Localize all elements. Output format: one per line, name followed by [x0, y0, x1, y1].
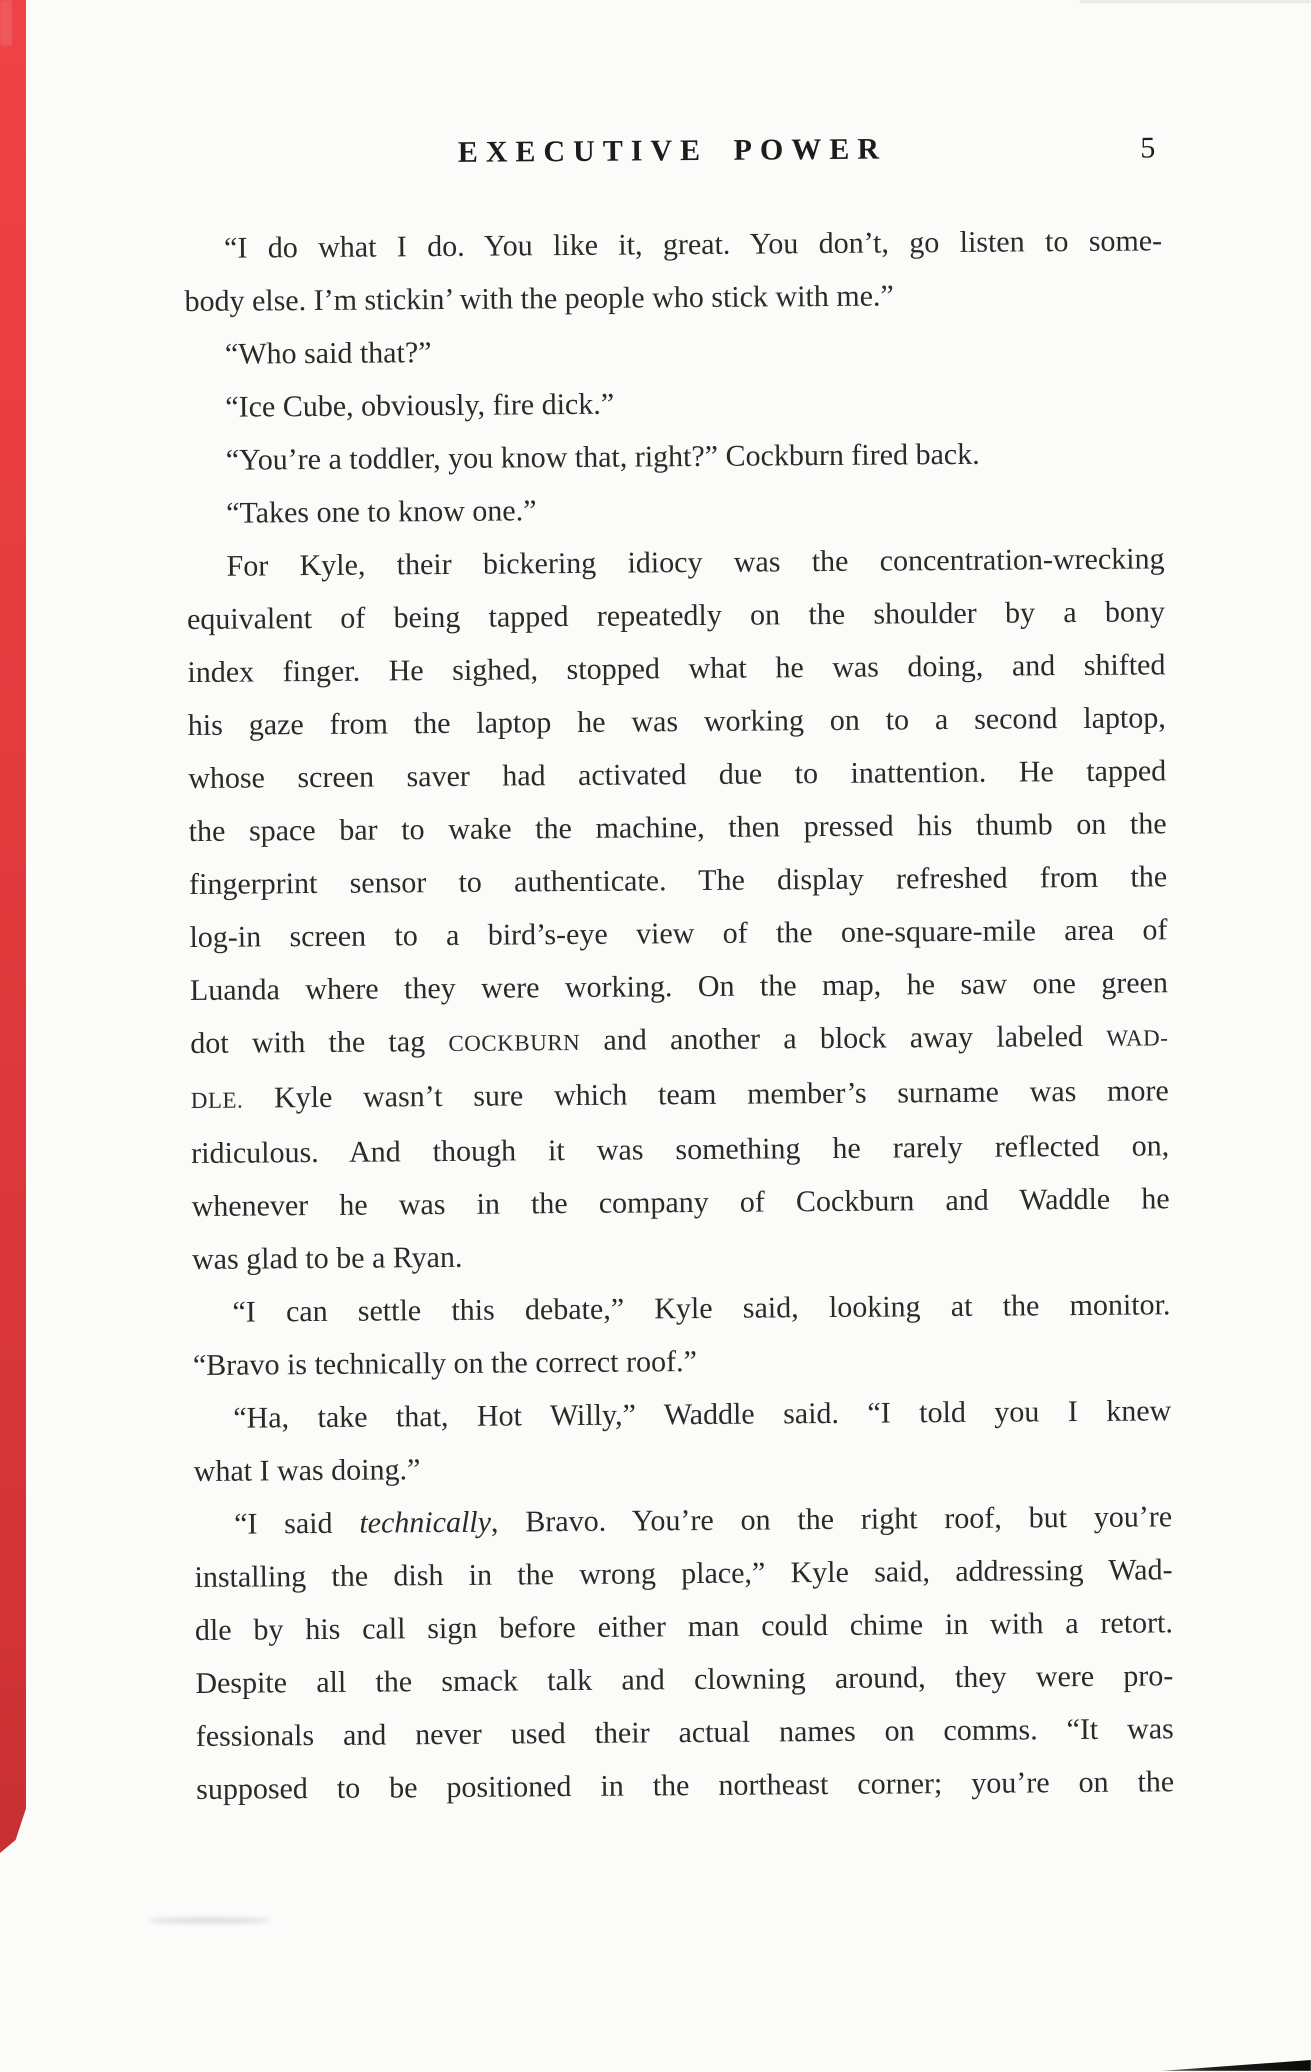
- text-segment: index finger. He sighed, stopped what he was doing, and shifted: [187, 648, 1166, 690]
- small-caps-text: DLE.: [190, 1087, 244, 1113]
- text-segment: installing the dish in the wrong place,” Kyle said, addressing Wad-: [194, 1553, 1173, 1594]
- text-line: [194, 1490, 1172, 1551]
- text-line: [186, 532, 1164, 593]
- text-line: [191, 1119, 1169, 1180]
- text-line: [186, 479, 1164, 540]
- text-segment: “Takes one to know one.”: [226, 494, 537, 530]
- text-segment: “I said: [233, 1506, 360, 1541]
- text-segment: “Ha, take that, Hot Willy,” Waddle said. “I told you I knew: [233, 1394, 1172, 1435]
- running-header: [183, 130, 1161, 174]
- text-line: [191, 1064, 1169, 1127]
- text-segment: “I do what I do. You like it, great. You don’t, go listen to some-: [223, 224, 1163, 265]
- text-line: [185, 373, 1163, 434]
- text-segment: supposed to be positioned in the northeast corner; you’re on the: [196, 1765, 1175, 1806]
- text-line: [188, 797, 1166, 858]
- running-header-title: EXECUTIVE POWER: [457, 132, 888, 169]
- text-line: [192, 1225, 1170, 1286]
- text-segment: ridiculous. And though it was something he rarely reflected on,: [191, 1129, 1170, 1170]
- text-line: [187, 638, 1165, 699]
- text-segment: what I was doing.”: [193, 1453, 421, 1488]
- text-segment: “Bravo is technically on the correct roof.”: [192, 1345, 697, 1382]
- text-segment: dot with the tag: [190, 1024, 449, 1060]
- text-segment: For Kyle, their bickering idiocy was the concentration-wrecking: [226, 542, 1165, 583]
- text-line: [190, 1009, 1168, 1072]
- text-segment: dle by his call sign before either man could chime in with a retort.: [194, 1606, 1174, 1647]
- text-line: [185, 320, 1163, 381]
- text-line: [187, 585, 1165, 646]
- page-smudge: [148, 1917, 270, 1924]
- text-segment: and another a block away labeled: [580, 1019, 1107, 1057]
- text-line: [186, 426, 1164, 487]
- text-segment: equivalent of being tapped repeatedly on the shoulder by a bony: [186, 595, 1166, 637]
- text-segment: body else. I’m stickin’ with the people who stick with me.”: [184, 279, 894, 319]
- page-number: 5: [1140, 131, 1156, 165]
- italic-text: technically: [359, 1505, 492, 1540]
- body-text: [184, 214, 1174, 1816]
- small-caps-text: WAD-: [1106, 1025, 1169, 1051]
- text-segment: whose screen saver had activated due to inattention. He tapped: [188, 754, 1167, 796]
- text-line: [191, 1172, 1169, 1233]
- text-line: [196, 1702, 1174, 1763]
- text-line: [195, 1649, 1173, 1710]
- text-segment: log-in screen to a bird’s-eye view of the one-square-mile area of: [189, 913, 1168, 955]
- text-line: [195, 1596, 1173, 1657]
- text-line: [189, 903, 1167, 964]
- text-segment: the space bar to wake the machine, then pressed his thumb on the: [188, 807, 1167, 849]
- text-segment: “You’re a toddler, you know that, right?” Cockburn fired back.: [225, 437, 980, 477]
- text-line: [194, 1543, 1172, 1604]
- text-segment: fingerprint sensor to authenticate. The display refreshed from the: [188, 860, 1168, 902]
- text-line: [189, 850, 1167, 911]
- text-line: [193, 1437, 1171, 1498]
- text-segment: whenever he was in the company of Cockburn and Waddle he: [191, 1182, 1170, 1223]
- text-segment: , Bravo. You’re on the right roof, but you’re: [490, 1500, 1173, 1539]
- text-segment: “Ice Cube, obviously, fire dick.”: [225, 387, 615, 424]
- text-line: [192, 1278, 1170, 1339]
- text-segment: his gaze from the laptop he was working on to a second laptop,: [187, 701, 1166, 743]
- text-segment: “Who said that?”: [224, 336, 432, 371]
- text-segment: “I can settle this debate,” Kyle said, looking at the monitor.: [232, 1288, 1171, 1329]
- text-segment: Luanda where they were working. On the map, he saw one green: [189, 966, 1169, 1007]
- text-segment: fessionals and never used their actual names on comms. “It was: [195, 1712, 1174, 1753]
- text-segment: was glad to be a Ryan.: [191, 1240, 463, 1276]
- text-line: [193, 1384, 1171, 1445]
- text-line: [193, 1331, 1171, 1392]
- text-line: [188, 744, 1166, 805]
- text-line: [190, 956, 1168, 1017]
- text-line: [196, 1755, 1174, 1816]
- text-segment: Kyle wasn’t sure which team member’s surname was more: [243, 1074, 1169, 1115]
- text-line: [188, 691, 1166, 752]
- small-caps-text: COCKBURN: [448, 1029, 581, 1056]
- text-line: [184, 214, 1162, 275]
- text-segment: Despite all the smack talk and clowning around, they were pro-: [195, 1659, 1174, 1700]
- text-line: [184, 267, 1162, 328]
